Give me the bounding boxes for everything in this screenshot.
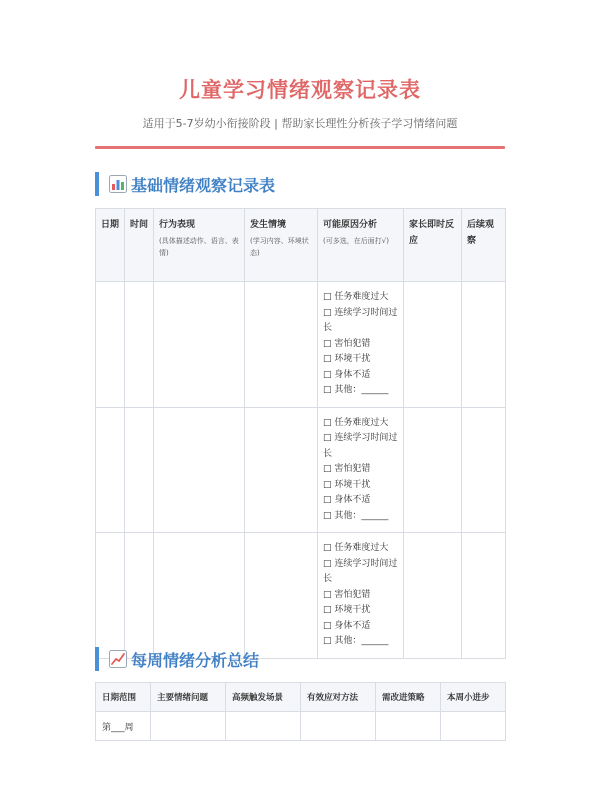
- cell-followup[interactable]: [462, 533, 506, 659]
- cell-time[interactable]: [125, 407, 154, 533]
- cell-cause: [318, 407, 404, 533]
- cause-option[interactable]: □ 其他：______: [323, 636, 389, 646]
- header-main-issue: 主要情绪问题: [151, 683, 226, 712]
- cause-option[interactable]: □ 任务难度过大: [323, 292, 389, 302]
- cell-situation[interactable]: [245, 407, 318, 533]
- section-weekly-heading: [95, 647, 259, 671]
- header-time: 时间: [125, 209, 154, 282]
- cause-options: [323, 416, 398, 525]
- cause-option[interactable]: □ 任务难度过大: [323, 417, 389, 428]
- cause-option[interactable]: □ 害怕犯错: [323, 464, 371, 474]
- cell-main-issue[interactable]: [151, 712, 226, 741]
- cell-reaction[interactable]: [404, 282, 462, 408]
- cause-option[interactable]: □ 连续学习时间过长: [323, 558, 398, 584]
- basic-observation-table: [95, 208, 506, 659]
- section-basic-title: 基础情绪观察记录表: [131, 175, 276, 195]
- header-date-range: 日期范围: [96, 683, 151, 712]
- title-divider: [95, 146, 505, 149]
- cell-situation[interactable]: [245, 282, 318, 408]
- cause-options: [323, 541, 398, 650]
- header-trigger-scene: 高频触发场景: [226, 683, 301, 712]
- cause-option[interactable]: □ 其他：______: [323, 385, 389, 395]
- bar-chart-icon: [109, 175, 127, 193]
- header-improve-strategy: 需改进策略: [376, 683, 441, 712]
- header-cause: 可能原因分析 (可多选，在后面打√): [318, 209, 404, 282]
- cell-trigger-scene[interactable]: [226, 712, 301, 741]
- cell-progress[interactable]: [441, 712, 506, 741]
- header-reaction: 家长即时反应: [404, 209, 462, 282]
- section-weekly-title: 每周情绪分析总结: [131, 650, 260, 670]
- cell-week-label[interactable]: 第___周: [96, 712, 151, 741]
- header-followup: 后续观察: [462, 209, 506, 282]
- cause-option[interactable]: □ 害怕犯错: [323, 589, 371, 600]
- cell-followup[interactable]: [462, 407, 506, 533]
- cell-followup[interactable]: [462, 282, 506, 408]
- cell-reaction[interactable]: [404, 533, 462, 659]
- cause-option[interactable]: □ 任务难度过大: [323, 543, 389, 553]
- cause-option[interactable]: □ 身体不适: [323, 369, 371, 380]
- header-situation: 发生情境 (学习内容、环境状态): [245, 209, 318, 282]
- table-row: [96, 533, 506, 659]
- cell-behavior[interactable]: [154, 407, 245, 533]
- page-title: 儿童学习情绪观察记录表: [179, 78, 421, 102]
- cell-date[interactable]: [96, 533, 125, 659]
- header-effective-method: 有效应对方法: [301, 683, 376, 712]
- cell-time[interactable]: [125, 533, 154, 659]
- page-subtitle: 适用于5-7岁幼小衔接阶段 | 帮助家长理性分析孩子学习情绪问题: [142, 117, 458, 130]
- table-row: [96, 712, 506, 741]
- cause-option[interactable]: □ 连续学习时间过长: [323, 307, 398, 333]
- cause-option[interactable]: □ 环境干扰: [323, 479, 371, 490]
- cell-behavior[interactable]: [154, 533, 245, 659]
- cause-option[interactable]: □ 身体不适: [323, 620, 371, 631]
- cell-situation[interactable]: [245, 533, 318, 659]
- weekly-summary-table: [95, 682, 506, 741]
- table-row: [96, 407, 506, 533]
- header-behavior: 行为表现 (具体描述动作、语言、表情): [154, 209, 245, 282]
- table-header-row: [96, 209, 506, 282]
- cause-option[interactable]: □ 环境干扰: [323, 605, 371, 615]
- cell-effective-method[interactable]: [301, 712, 376, 741]
- table-header-row: [96, 683, 506, 712]
- section-basic-heading: [95, 172, 275, 196]
- table-row: [96, 282, 506, 408]
- cell-date[interactable]: [96, 407, 125, 533]
- cell-behavior[interactable]: [154, 282, 245, 408]
- header-progress: 本周小进步: [441, 683, 506, 712]
- cell-reaction[interactable]: [404, 407, 462, 533]
- cause-option[interactable]: □ 身体不适: [323, 495, 371, 505]
- header-date: 日期: [96, 209, 125, 282]
- cell-improve-strategy[interactable]: [376, 712, 441, 741]
- cause-option[interactable]: □ 害怕犯错: [323, 338, 371, 349]
- cause-option[interactable]: □ 其他：______: [323, 510, 389, 521]
- cause-option[interactable]: □ 环境干扰: [323, 354, 371, 364]
- cause-options: [323, 290, 398, 399]
- cell-time[interactable]: [125, 282, 154, 408]
- trend-chart-icon: [109, 650, 127, 668]
- cell-date[interactable]: [96, 282, 125, 408]
- cell-cause: [318, 282, 404, 408]
- cause-option[interactable]: □ 连续学习时间过长: [323, 433, 398, 459]
- cell-cause: [318, 533, 404, 659]
